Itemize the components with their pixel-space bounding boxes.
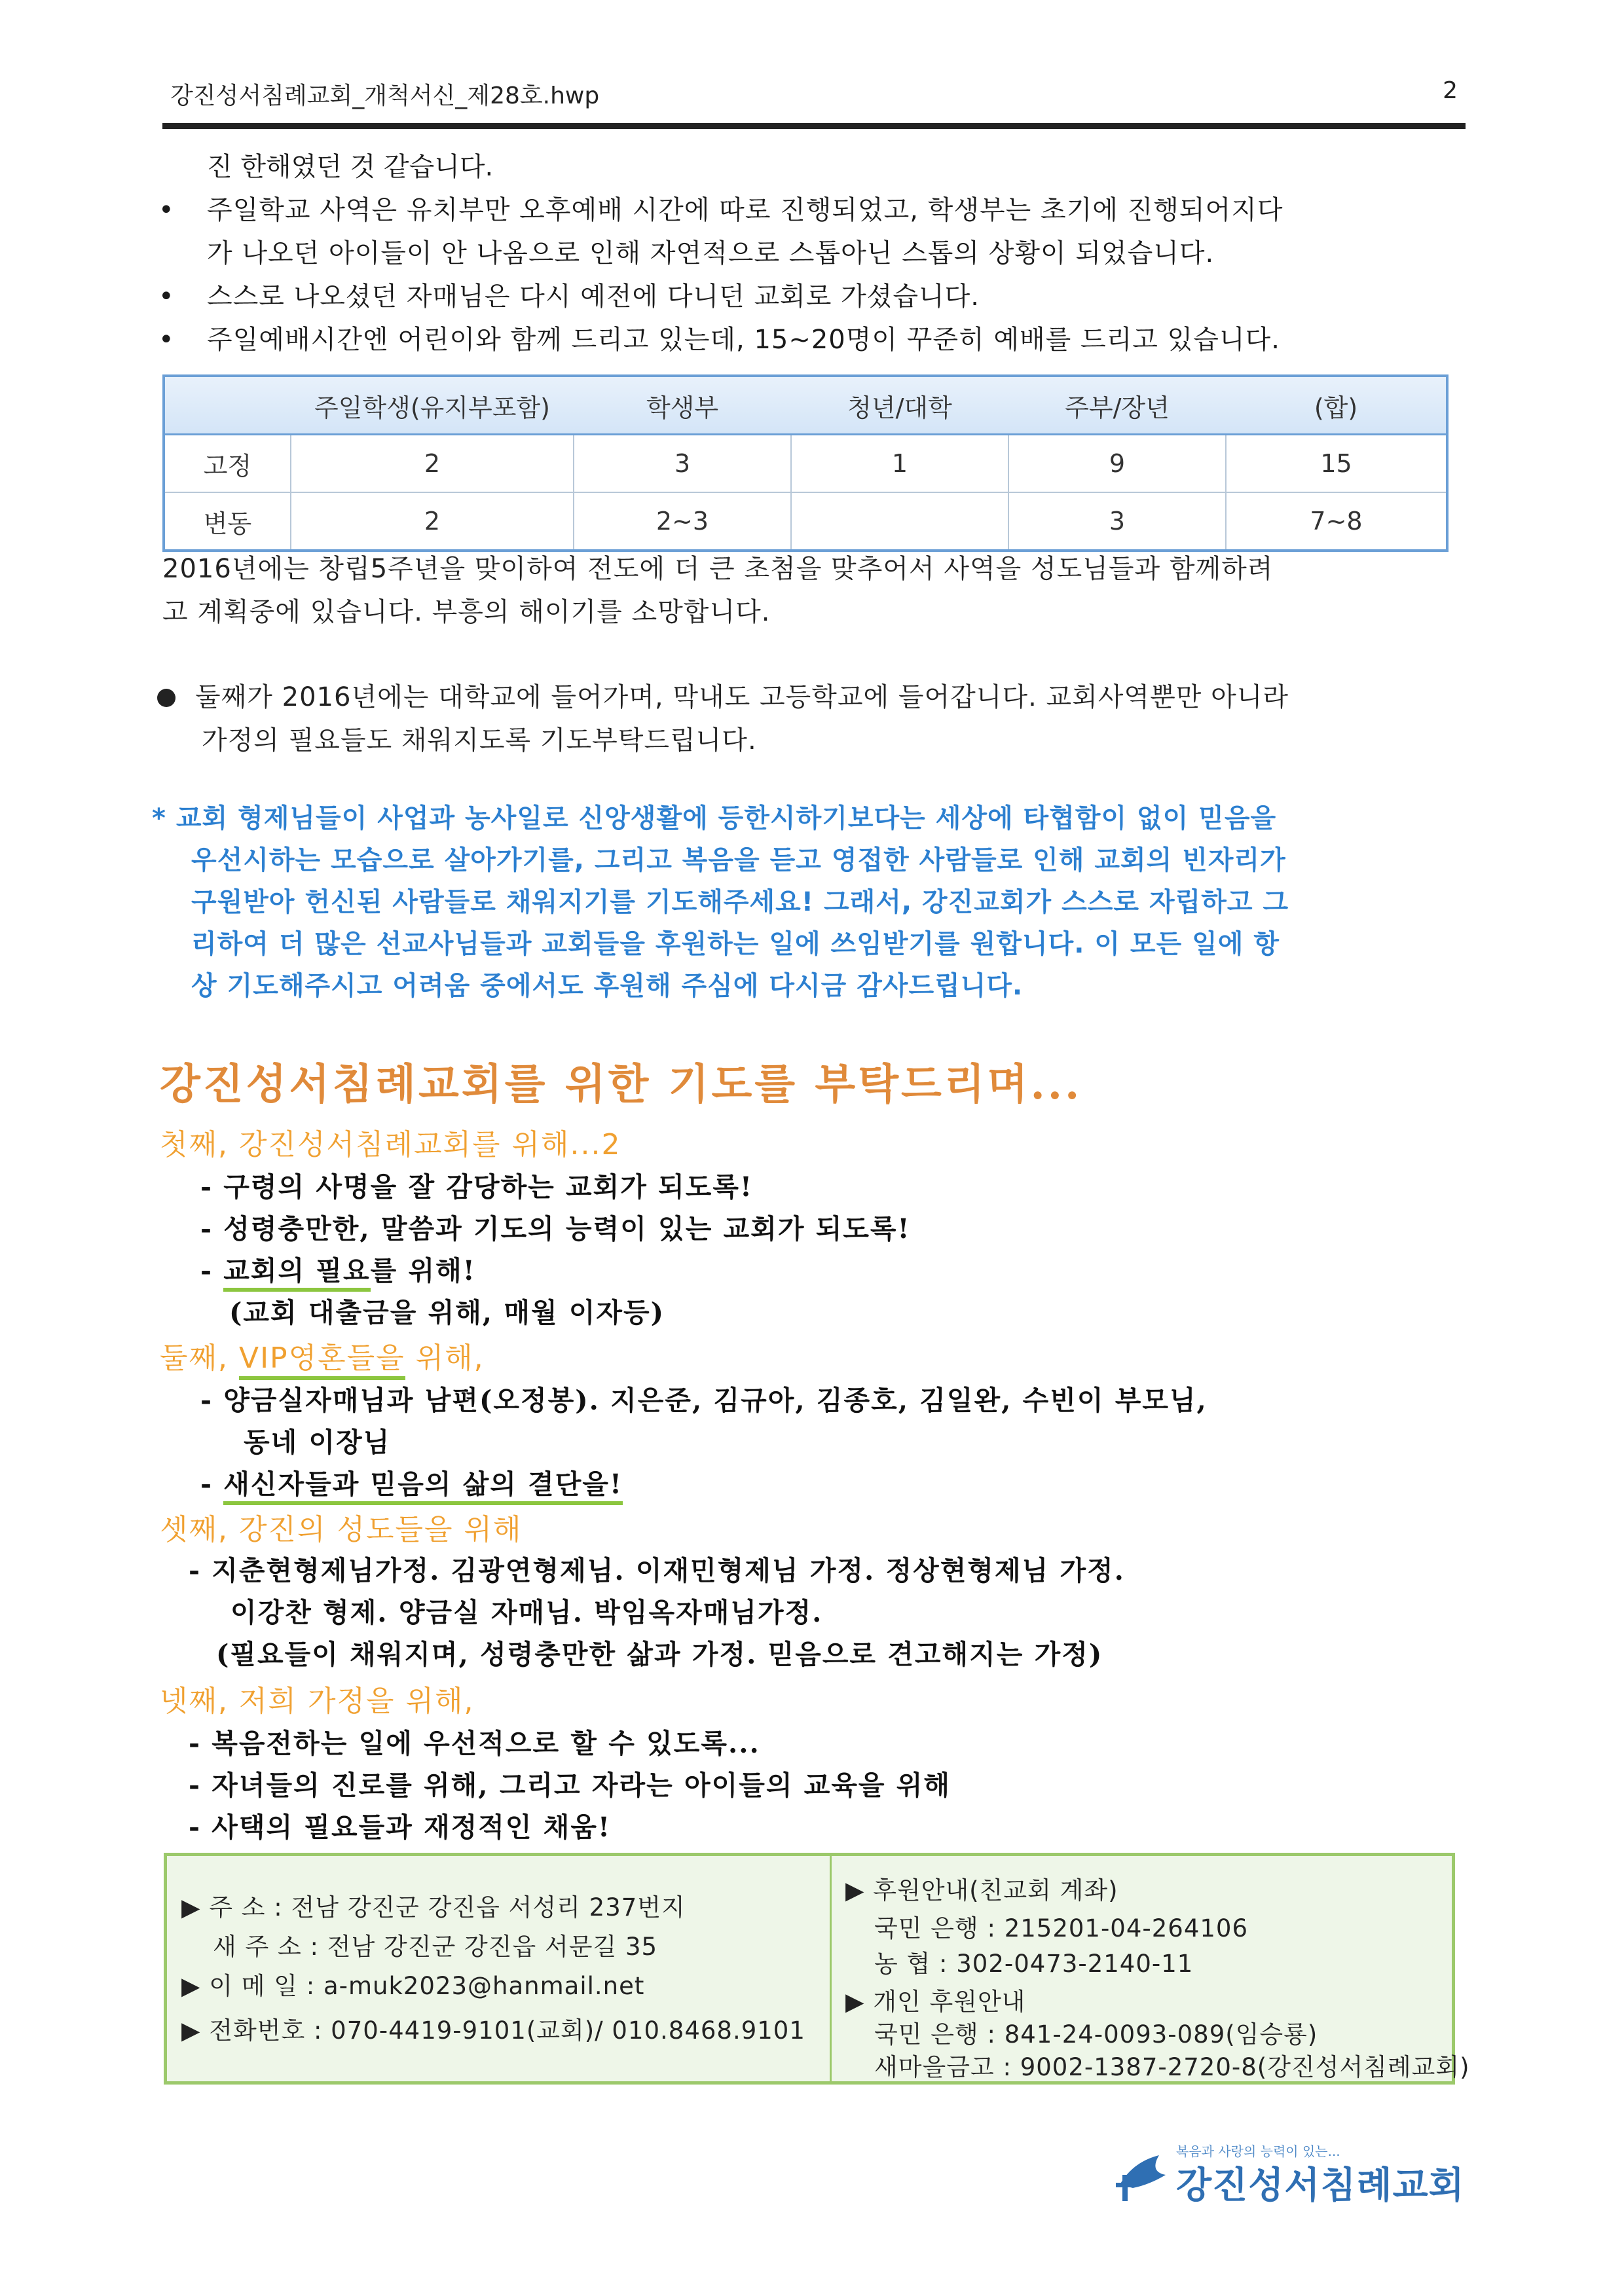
table-row [164, 492, 1447, 551]
bullet-item: • 스스로 나오셨던 자매님은 다시 예전에 다니던 교회로 가셨습니다. [151, 275, 1473, 318]
church-account-1: 국민 은행 : 215201-04-264106 [874, 1914, 1248, 1942]
prayer-item: - 지춘현형제님가정. 김광연형제님. 이재민형제님 가정. 정상현형제님 가정. [189, 1555, 1125, 1586]
table-cell: 2 [291, 435, 574, 493]
prayer-item-note: (교회 대출금을 위해, 매월 이자등) [229, 1297, 665, 1328]
logo-tagline: 복음과 사랑의 능력이 있는... [1176, 2143, 1340, 2159]
email[interactable]: ▶ 이 메 일 : a-muk2023@hanmail.net [181, 1972, 645, 2000]
prayer-heading-second: 둘째, VIP영혼들을 위해, [160, 1334, 485, 1376]
personal-support-heading: ▶ 개인 후원안내 [845, 1988, 1026, 2016]
prayer-item-note: (필요들이 채워지며, 성령충만한 삶과 가정. 믿음으로 견고해지는 가정) [216, 1639, 1103, 1670]
table-cell: 1 [791, 435, 1008, 493]
table-cell: 3 [574, 435, 791, 493]
table-cell: 2 [291, 492, 574, 551]
prayer-item: - 새신자들과 믿음의 삶의 결단을! [200, 1463, 623, 1501]
asterisk-mark: * [152, 803, 166, 833]
dove-cross-icon [1113, 2149, 1172, 2208]
table-cell: 7~8 [1226, 492, 1447, 551]
table-cell [791, 492, 1008, 551]
table-cell: 15 [1226, 435, 1447, 493]
prayer-item: - 구령의 사명을 잘 감당하는 교회가 되도록! [200, 1171, 753, 1203]
table-cell: 변동 [203, 509, 252, 538]
prayer-item: - 복음전하는 일에 우선적으로 할 수 있도록... [189, 1728, 760, 1759]
prayer-item: - 성령충만한, 말씀과 기도의 능력이 있는 교회가 되도록! [200, 1213, 911, 1245]
table-row [164, 435, 1447, 493]
document-title: 강진성서침례교회_개척서신_제28호.hwp [170, 82, 600, 109]
bullet-dot-icon: • [158, 325, 175, 355]
table-cell: 3 [1008, 492, 1226, 551]
prayer-item: - 양금실자매님과 남편(오정봉). 지은준, 김규아, 김종호, 김일완, 수빈이 부모님, [200, 1385, 1208, 1416]
intro-continuation: 진 한해였던 것 같습니다. [207, 152, 494, 182]
table-cell: 9 [1008, 435, 1226, 493]
table-cell: 고정 [164, 435, 291, 493]
bullet-item: • 주일학교 사역은 유치부만 오후예배 시간에 따로 진행되었고, 학생부는 초기에 진행되어지다 가 나오던 아이들이 안 나옴으로 인해 자연적으로 스톱아닌 스톱의 상황이 되었습니다. [151, 189, 1473, 275]
prayer-item: 이강찬 형제. 양금실 자매님. 박임옥자매님가정. [231, 1597, 823, 1628]
attendance-table [162, 374, 1449, 552]
plan-paragraph: 2016년에는 창립5주년을 맞이하여 전도에 더 큰 초첨을 맞추어서 사역을 성도님들과 함께하려 고 계획중에 있습니다. 부흥의 해이기를 소망합니다. [162, 554, 1274, 627]
black-circle-icon [157, 689, 175, 707]
address: ▶ 주 소 : 전남 강진군 강진읍 서성리 237번지 [181, 1893, 686, 1922]
church-account-2: 농 협 : 302-0473-2140-11 [874, 1950, 1194, 1978]
personal-account-2: 새마을금고 : 9002-1387-2720-8(강진성서침례교회) [874, 2053, 1470, 2081]
prayer-request-paragraph: * 교회 형제님들이 사업과 농사일로 신앙생활에 등한시하기보다는 세상에 타협함이 없이 믿음을 우선시하는 모습으로 살아가기를, 그리고 복음을 듣고 영접한 사람들로 인해 교회의 빈자리가 구원받아 헌신된 사람들로 채워지기를 기도해주세요! 그래서, 강진교회가 스스로 자립하고 그 리하여 더 많은 선교사님들과 교회들을 후원하는 일에 쓰임받기를 원합니다. 이 모든 일에 항 상 기도해주시고 어려움 중에서도 후원해 주심에 다시금 감사드립니다. [152, 803, 1289, 1001]
prayer-heading-fourth: 넷째, 저희 가정을 위해, [160, 1685, 475, 1718]
prayer-heading-third: 셋째, 강진의 성도들을 위해 [160, 1513, 523, 1546]
bullet-dot-icon: • [158, 195, 175, 225]
ministry-bullets [151, 145, 1473, 361]
table-cell: 2~3 [574, 492, 791, 551]
prayer-item: 동네 이장님 [244, 1427, 391, 1458]
table-header: (합) [1226, 376, 1447, 435]
table-header: 학생부 [574, 376, 791, 435]
bullet-item: • 주일예배시간엔 어린이와 함께 드리고 있는데, 15~20명이 꾸준히 예배를 드리고 있습니다. [151, 318, 1473, 361]
contact-info-box [164, 1853, 1470, 2085]
bullet-dot-icon: • [158, 282, 175, 312]
logo-name: 강진성서침례교회 [1176, 2164, 1465, 2207]
prayer-item: - 교회의 필요를 위해! [200, 1249, 476, 1288]
prayer-section-title: 강진성서침례교회를 위한 기도를 부탁드리며... [160, 1060, 1082, 1109]
table-header: 청년/대학 [791, 376, 1008, 435]
table-header-row [164, 376, 1447, 435]
box-divider [830, 1856, 832, 2081]
page-number: 2 [1443, 77, 1458, 104]
new-address: 새 주 소 : 전남 강진군 강진읍 서문길 35 [213, 1933, 658, 1961]
table-header: 주일학생(유지부포함) [291, 376, 574, 435]
prayer-item: - 자녀들의 진로를 위해, 그리고 자라는 아이들의 교육을 위해 [189, 1770, 951, 1801]
page-header [162, 71, 1466, 129]
prayer-heading-first: 첫째, 강진성서침례교회를 위해...2 [160, 1128, 621, 1161]
family-note: 둘째가 2016년에는 대학교에 들어가며, 막내도 고등학교에 들어갑니다. 교회사역뿐만 아니라 가정의 필요들도 채워지도록 기도부탁드립니다. [157, 676, 1473, 762]
church-logo [1113, 2141, 1480, 2213]
support-heading: ▶ 후원안내(친교회 계좌) [845, 1876, 1118, 1904]
table-header [164, 376, 291, 435]
table-header: 주부/장년 [1008, 376, 1226, 435]
personal-account-1: 국민 은행 : 841-24-0093-089(임승룡) [874, 2020, 1318, 2049]
phone[interactable]: ▶ 전화번호 : 070-4419-9101(교회)/ 010.8468.9101 [181, 2016, 805, 2045]
prayer-item: - 사택의 필요들과 재정적인 채움! [189, 1812, 611, 1843]
